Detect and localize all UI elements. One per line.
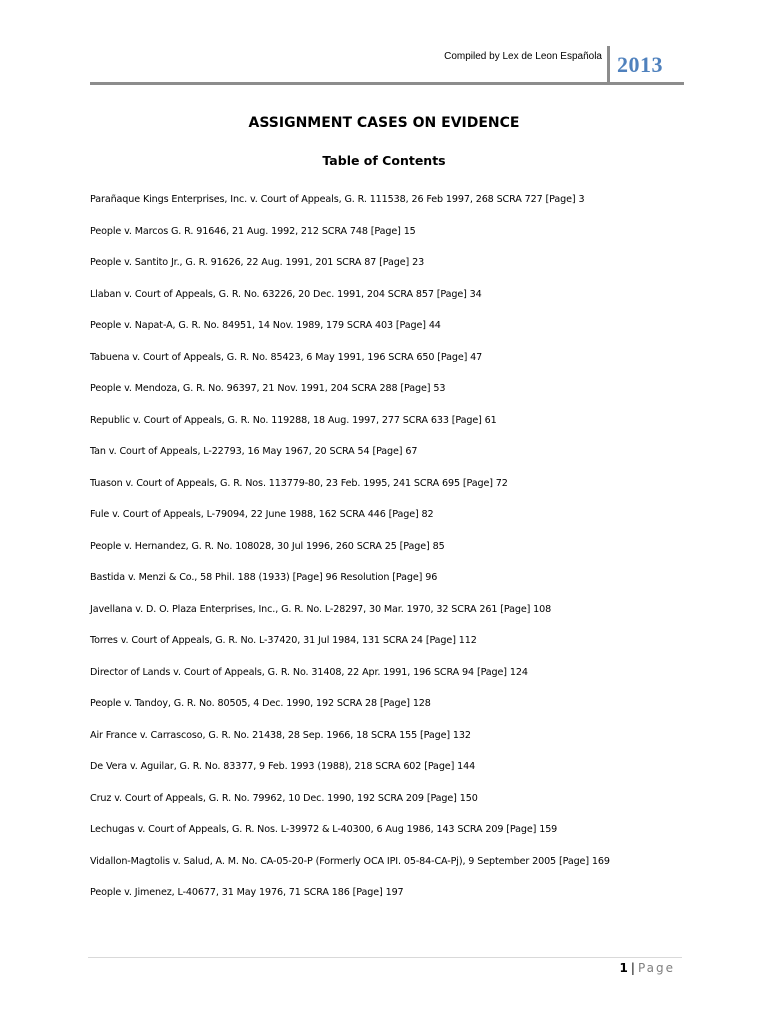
header-horizontal-rule (90, 82, 684, 85)
toc-entry[interactable]: Republic v. Court of Appeals, G. R. No. 119288, 18 Aug. 1997, 277 SCRA 633 [Page] 61 (90, 414, 497, 426)
toc-entry[interactable]: Lechugas v. Court of Appeals, G. R. Nos. L-39972 & L-40300, 6 Aug 1986, 143 SCRA 209 [Page] 159 (90, 824, 558, 835)
toc-entry[interactable]: Torres v. Court of Appeals, G. R. No. L-37420, 31 Jul 1984, 131 SCRA 24 [Page] 112 (90, 635, 477, 646)
table-of-contents (90, 192, 690, 917)
page-word: Page (637, 961, 675, 975)
page-header (90, 44, 684, 86)
toc-entry[interactable]: Fule v. Court of Appeals, L-79094, 22 June 1988, 162 SCRA 446 [Page] 82 (90, 509, 434, 520)
toc-entry[interactable]: People v. Tandoy, G. R. No. 80505, 4 Dec. 1990, 192 SCRA 28 [Page] 128 (90, 698, 431, 709)
header-compiled-by: Compiled by Lex de Leon Española (444, 51, 602, 62)
document-title: ASSIGNMENT CASES ON EVIDENCE (248, 115, 520, 131)
toc-entry[interactable]: Parañaque Kings Enterprises, Inc. v. Court of Appeals, G. R. 111538, 26 Feb 1997, 268 SCRA 727 [Page] 3 (90, 194, 585, 205)
toc-entry[interactable]: People v. Marcos G. R. 91646, 21 Aug. 1992, 212 SCRA 748 [Page] 15 (90, 225, 416, 237)
footer-rule (88, 957, 682, 958)
toc-entry[interactable]: Javellana v. D. O. Plaza Enterprises, Inc., G. R. No. L-28297, 30 Mar. 1970, 32 SCRA 261 [Page] 108 (90, 603, 552, 615)
toc-entry[interactable]: People v. Hernandez, G. R. No. 108028, 30 Jul 1996, 260 SCRA 25 [Page] 85 (90, 540, 445, 552)
toc-entry[interactable]: De Vera v. Aguilar, G. R. No. 83377, 9 Feb. 1993 (1988), 218 SCRA 602 [Page] 144 (90, 761, 476, 772)
toc-entry[interactable]: Tabuena v. Court of Appeals, G. R. No. 85423, 6 May 1991, 196 SCRA 650 [Page] 47 (90, 351, 483, 363)
toc-entry[interactable]: People v. Mendoza, G. R. No. 96397, 21 Nov. 1991, 204 SCRA 288 [Page] 53 (90, 383, 446, 394)
toc-entry[interactable]: Bastida v. Menzi & Co., 58 Phil. 188 (1933) [Page] 96 Resolution [Page] 96 (90, 572, 438, 583)
page-footer (620, 961, 675, 975)
toc-heading: Table of Contents (322, 153, 446, 168)
page-number: 1 (619, 961, 628, 975)
toc-entry[interactable]: Director of Lands v. Court of Appeals, G. R. No. 31408, 22 Apr. 1991, 196 SCRA 94 [Page] 124 (90, 666, 528, 678)
toc-entry[interactable]: Llaban v. Court of Appeals, G. R. No. 63226, 20 Dec. 1991, 204 SCRA 857 [Page] 34 (90, 288, 482, 300)
header-vertical-divider (607, 46, 610, 84)
toc-entry[interactable]: Tuason v. Court of Appeals, G. R. Nos. 113779-80, 23 Feb. 1995, 241 SCRA 695 [Page] 72 (90, 477, 508, 489)
header-year: 2013 (617, 52, 663, 77)
toc-entry[interactable]: Vidallon-Magtolis v. Salud, A. M. No. CA-05-20-P (Formerly OCA IPI. 05-84-CA-Pj), 9 September 2005 [Page] 169 (90, 855, 610, 867)
page-separator: | (630, 961, 635, 975)
toc-entry[interactable]: People v. Napat-A, G. R. No. 84951, 14 Nov. 1989, 179 SCRA 403 [Page] 44 (90, 320, 441, 331)
toc-entry[interactable]: Tan v. Court of Appeals, L-22793, 16 May 1967, 20 SCRA 54 [Page] 67 (90, 446, 418, 457)
toc-entry[interactable]: People v. Santito Jr., G. R. 91626, 22 Aug. 1991, 201 SCRA 87 [Page] 23 (90, 257, 425, 268)
toc-entry[interactable]: Air France v. Carrascoso, G. R. No. 21438, 28 Sep. 1966, 18 SCRA 155 [Page] 132 (90, 729, 471, 741)
toc-entry[interactable]: People v. Jimenez, L-40677, 31 May 1976, 71 SCRA 186 [Page] 197 (90, 887, 404, 898)
toc-entry[interactable]: Cruz v. Court of Appeals, G. R. No. 79962, 10 Dec. 1990, 192 SCRA 209 [Page] 150 (90, 792, 478, 804)
